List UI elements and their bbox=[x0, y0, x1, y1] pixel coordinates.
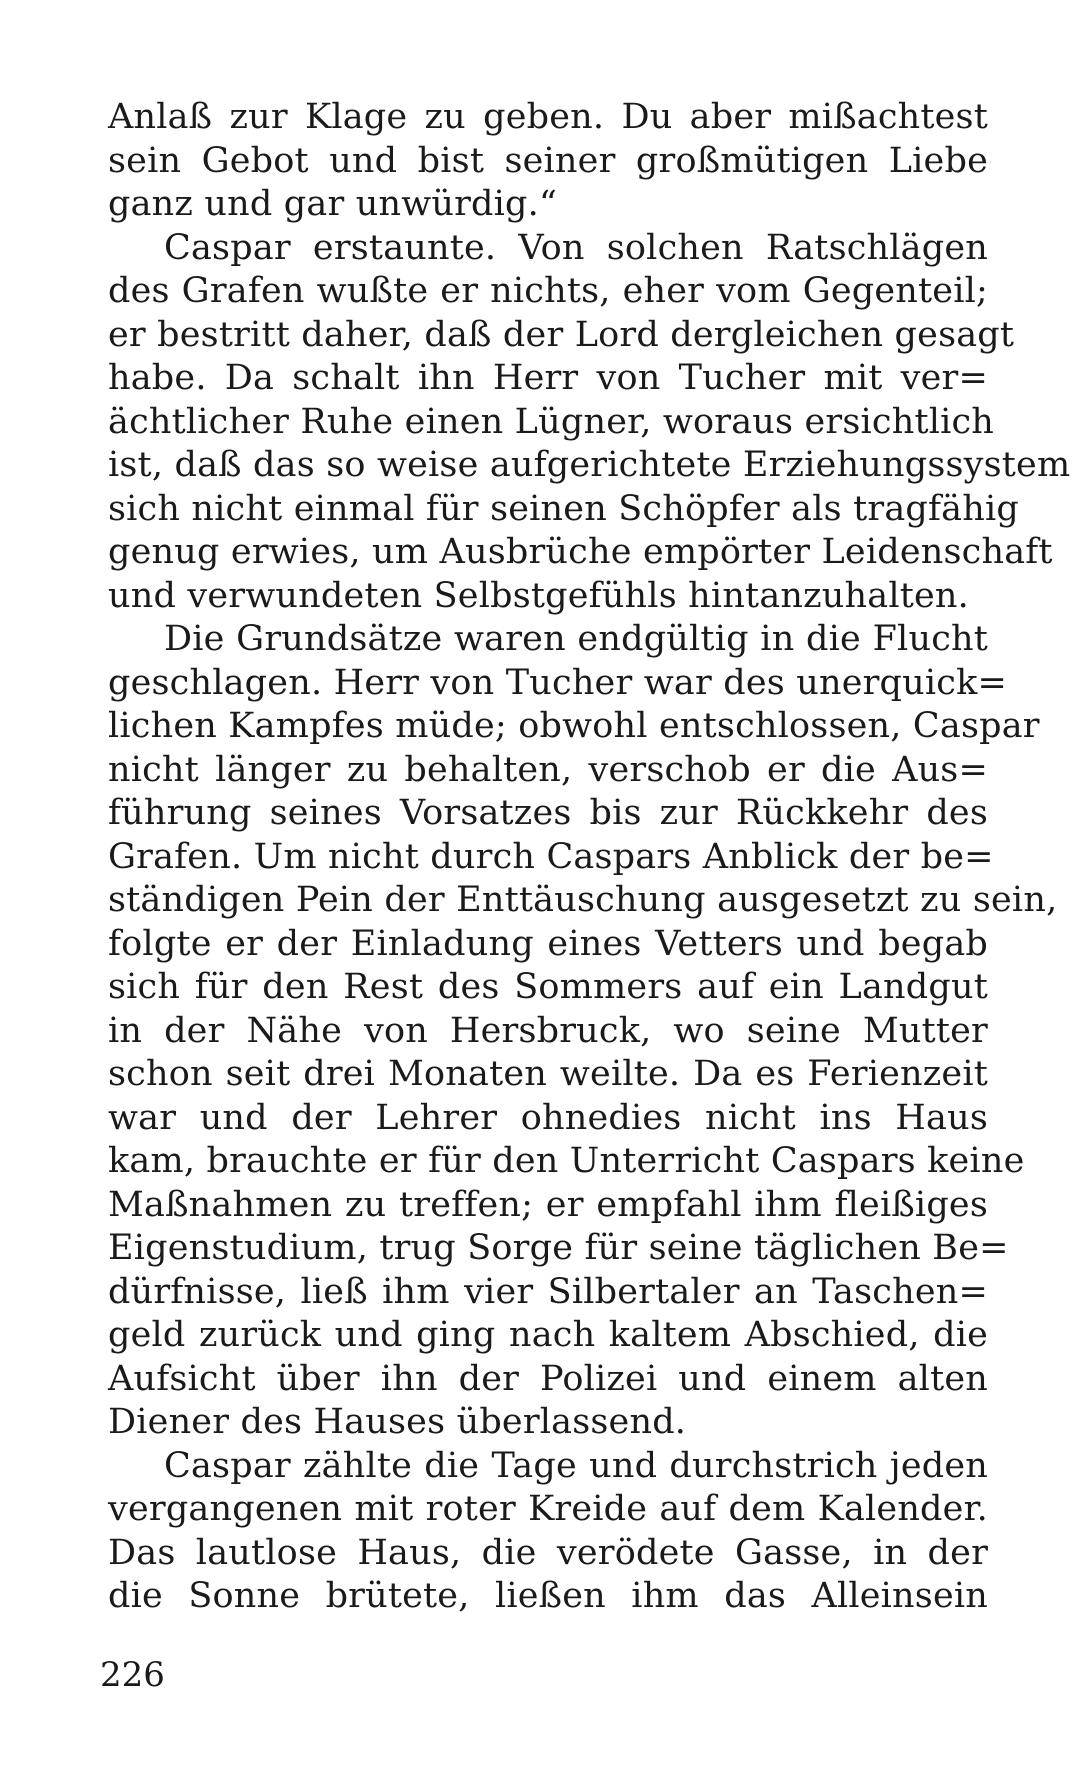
text-line: folgte er der Einladung eines Vetters und begab bbox=[108, 923, 988, 964]
text-line: ständigen Pein der Enttäuschung ausgesetzt zu sein, bbox=[108, 880, 1058, 920]
text-line: nicht länger zu behalten, verschob er die Aus= bbox=[108, 749, 988, 790]
text-line: Das lautlose Haus, die verödete Gasse, in der bbox=[108, 1532, 988, 1573]
text-line: dürfnisse, ließ ihm vier Silbertaler an Taschen= bbox=[108, 1271, 988, 1312]
text-line: die Sonne brütete, ließen ihm das Alleinsein bbox=[108, 1576, 988, 1616]
text-line: sich für den Rest des Sommers auf ein Landgut bbox=[108, 967, 988, 1007]
page-number: 226 bbox=[100, 1655, 165, 1695]
text-line: ächtlicher Ruhe einen Lügner, woraus ersichtlich bbox=[108, 401, 995, 442]
text-line: Maßnahmen zu treffen; er empfahl ihm fleißiges bbox=[108, 1184, 988, 1225]
text-line: er bestritt daher, daß der Lord dergleichen gesagt bbox=[108, 314, 1015, 355]
text-line: habe. Da schalt ihn Herr von Tucher mit ver= bbox=[108, 358, 988, 398]
text-line: sein Gebot und bist seiner großmütigen Liebe bbox=[108, 140, 988, 181]
paragraph-first-line: Caspar erstaunte. Von solchen Ratschlägen bbox=[164, 227, 988, 268]
text-line: sich nicht einmal für seinen Schöpfer als tragfähig bbox=[108, 488, 1019, 529]
text-line: Eigenstudium, trug Sorge für seine täglichen Be= bbox=[108, 1228, 1009, 1268]
text-line: ganz und gar unwürdig.“ bbox=[108, 184, 558, 224]
text-line: schon seit drei Monaten weilte. Da es Ferienzeit bbox=[108, 1054, 988, 1094]
text-line: lichen Kampfes müde; obwohl entschlossen, Caspar bbox=[108, 706, 1040, 746]
text-line: des Grafen wußte er nichts, eher vom Gegenteil; bbox=[108, 271, 988, 311]
text-line: war und der Lehrer ohnedies nicht ins Haus bbox=[108, 1097, 988, 1138]
text-line: Aufsicht über ihn der Polizei und einem alten bbox=[108, 1358, 988, 1399]
paragraph-first-line: Die Grundsätze waren endgültig in die Flucht bbox=[164, 619, 988, 659]
text-line: Anlaß zur Klage zu geben. Du aber mißachtest bbox=[108, 97, 988, 137]
text-line: geschlagen. Herr von Tucher war des unerquick= bbox=[108, 662, 1008, 703]
text-line: Grafen. Um nicht durch Caspars Anblick der be= bbox=[108, 836, 994, 877]
text-line: kam, brauchte er für den Unterricht Caspars keine bbox=[108, 1141, 1025, 1181]
text-line: geld zurück und ging nach kaltem Abschied, die bbox=[108, 1315, 988, 1355]
text-line: und verwundeten Selbstgefühls hintanzuhalten. bbox=[108, 575, 969, 616]
text-line: genug erwies, um Ausbrüche empörter Leidenschaft bbox=[108, 532, 1053, 572]
text-line: vergangenen mit roter Kreide auf dem Kalender. bbox=[108, 1489, 988, 1529]
text-line: ist, daß das so weise aufgerichtete Erziehungssystem bbox=[108, 445, 1071, 485]
text-line: führung seines Vorsatzes bis zur Rückkehr des bbox=[108, 793, 988, 833]
body-text bbox=[108, 96, 1071, 1619]
text-line: in der Nähe von Hersbruck, wo seine Mutter bbox=[108, 1010, 988, 1051]
text-line: Diener des Hauses überlassend. bbox=[108, 1402, 687, 1442]
paragraph-first-line: Caspar zählte die Tage und durchstrich jeden bbox=[164, 1445, 988, 1486]
